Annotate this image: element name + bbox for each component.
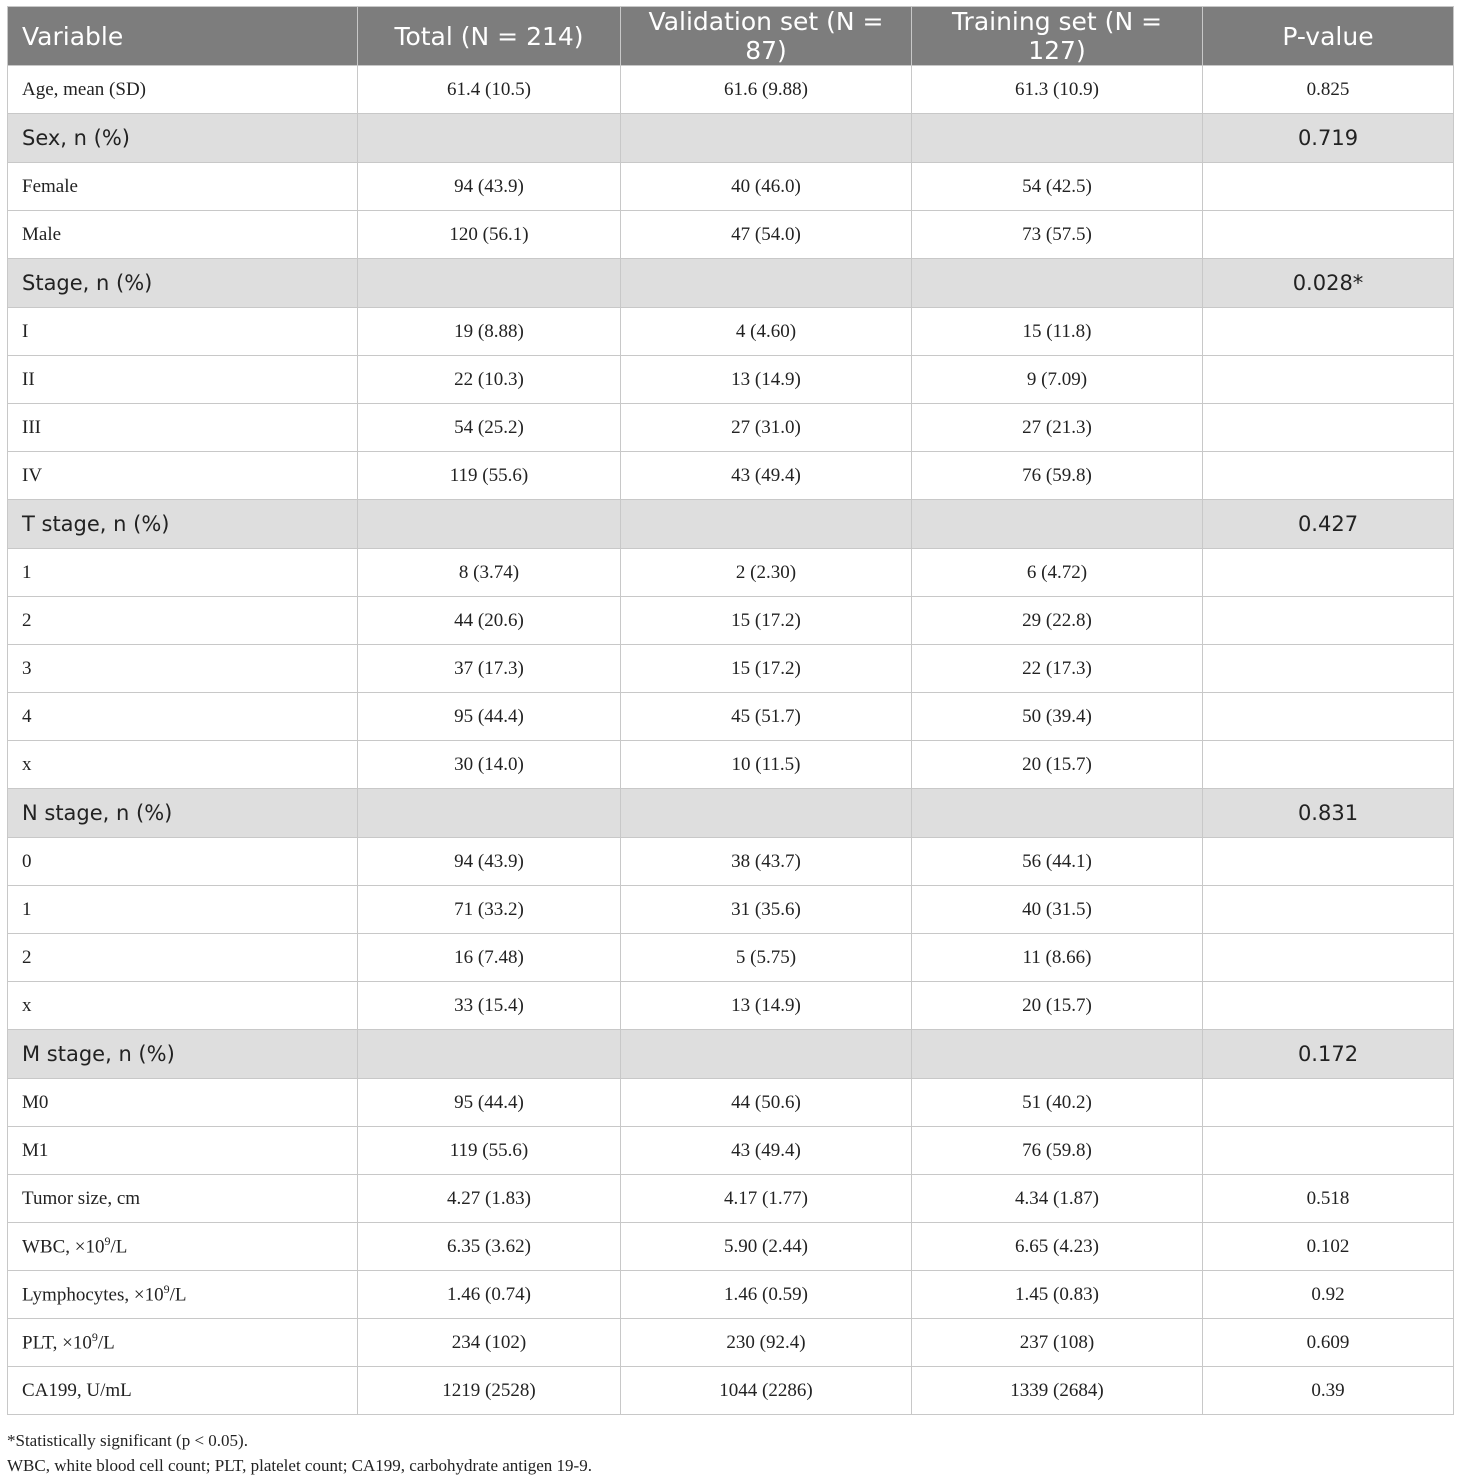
table-cell: 1219 (2528) [358, 1367, 621, 1415]
table-cell [358, 789, 621, 838]
table-cell: 43 (49.4) [621, 452, 912, 500]
table-cell: 13 (14.9) [621, 356, 912, 404]
table-cell: 30 (14.0) [358, 741, 621, 789]
table-cell: 15 (17.2) [621, 645, 912, 693]
header-training: Training set (N = 127) [912, 7, 1203, 66]
row-label: x [8, 982, 358, 1030]
header-variable: Variable [8, 7, 358, 66]
table-cell: 95 (44.4) [358, 693, 621, 741]
table-cell: 40 (46.0) [621, 163, 912, 211]
row-label: N stage, n (%) [8, 789, 358, 838]
table-cell [621, 500, 912, 549]
table-cell [358, 500, 621, 549]
row-label-superscript: 9 [91, 1330, 98, 1345]
table-cell: 6.65 (4.23) [912, 1223, 1203, 1271]
table-cell [1203, 163, 1454, 211]
row-label: Male [8, 211, 358, 259]
table-cell: 20 (15.7) [912, 741, 1203, 789]
row-label: Sex, n (%) [8, 114, 358, 163]
table-row [8, 982, 1454, 1030]
row-label-unit: /L [97, 1332, 115, 1354]
table-row [8, 549, 1454, 597]
table-cell: 10 (11.5) [621, 741, 912, 789]
table-cell [1203, 934, 1454, 982]
table-cell: 0.719 [1203, 114, 1454, 163]
row-label [8, 1319, 358, 1367]
table-cell: 15 (11.8) [912, 308, 1203, 356]
table-row [8, 1271, 1454, 1319]
section-row [8, 500, 1454, 549]
table-cell: 76 (59.8) [912, 452, 1203, 500]
row-label-unit: /L [110, 1236, 128, 1258]
table-cell: 1044 (2286) [621, 1367, 912, 1415]
table-footnotes [7, 1428, 592, 1478]
table-cell [1203, 452, 1454, 500]
footnote-abbreviations: WBC, white blood cell count; PLT, platelet count; CA199, carbohydrate antigen 19-9. [7, 1456, 592, 1475]
table-cell: 94 (43.9) [358, 163, 621, 211]
table-cell [358, 114, 621, 163]
section-row [8, 789, 1454, 838]
row-label: Stage, n (%) [8, 259, 358, 308]
section-row [8, 1030, 1454, 1079]
table-cell: 0.102 [1203, 1223, 1454, 1271]
table-cell [912, 114, 1203, 163]
table-cell [912, 500, 1203, 549]
table-row [8, 1319, 1454, 1367]
table-row [8, 934, 1454, 982]
table-cell: 1339 (2684) [912, 1367, 1203, 1415]
table-cell: 22 (10.3) [358, 356, 621, 404]
table-cell: 45 (51.7) [621, 693, 912, 741]
table-row [8, 211, 1454, 259]
table-cell: 4 (4.60) [621, 308, 912, 356]
table-cell: 27 (31.0) [621, 404, 912, 452]
table-cell: 9 (7.09) [912, 356, 1203, 404]
table-row [8, 886, 1454, 934]
table-cell: 29 (22.8) [912, 597, 1203, 645]
table-cell: 61.6 (9.88) [621, 66, 912, 114]
row-label: T stage, n (%) [8, 500, 358, 549]
table-cell: 0.609 [1203, 1319, 1454, 1367]
table-cell: 95 (44.4) [358, 1079, 621, 1127]
table-cell [1203, 741, 1454, 789]
table-cell [912, 1030, 1203, 1079]
row-label [8, 1223, 358, 1271]
table-cell [358, 1030, 621, 1079]
table-cell [1203, 308, 1454, 356]
table-cell [621, 114, 912, 163]
row-label-text: PLT, ×10 [22, 1332, 92, 1354]
table-cell: 119 (55.6) [358, 452, 621, 500]
row-label-superscript: 9 [104, 1234, 111, 1249]
table-cell: 16 (7.48) [358, 934, 621, 982]
table-cell: 19 (8.88) [358, 308, 621, 356]
table-row [8, 404, 1454, 452]
table-cell [1203, 693, 1454, 741]
row-label: 3 [8, 645, 358, 693]
table-cell: 4.17 (1.77) [621, 1175, 912, 1223]
table-cell: 20 (15.7) [912, 982, 1203, 1030]
table-cell: 33 (15.4) [358, 982, 621, 1030]
row-label: M stage, n (%) [8, 1030, 358, 1079]
table-row [8, 66, 1454, 114]
row-label-text: Lymphocytes, ×10 [22, 1284, 164, 1306]
table-row [8, 597, 1454, 645]
table-row [8, 163, 1454, 211]
table-cell [1203, 356, 1454, 404]
table-row [8, 1079, 1454, 1127]
table-row [8, 1223, 1454, 1271]
header-validation: Validation set (N = 87) [621, 7, 912, 66]
table-cell: 15 (17.2) [621, 597, 912, 645]
row-label: 2 [8, 597, 358, 645]
table-cell: 230 (92.4) [621, 1319, 912, 1367]
table-body [8, 66, 1454, 1415]
row-label: 2 [8, 934, 358, 982]
table-cell: 44 (50.6) [621, 1079, 912, 1127]
table-cell [1203, 1127, 1454, 1175]
row-label: 4 [8, 693, 358, 741]
table-cell: 4.34 (1.87) [912, 1175, 1203, 1223]
table-cell [1203, 404, 1454, 452]
table-cell [621, 1030, 912, 1079]
table-cell: 44 (20.6) [358, 597, 621, 645]
table-cell [1203, 838, 1454, 886]
table-row [8, 693, 1454, 741]
table-cell: 234 (102) [358, 1319, 621, 1367]
table-cell: 0.92 [1203, 1271, 1454, 1319]
row-label: M1 [8, 1127, 358, 1175]
table-cell: 5.90 (2.44) [621, 1223, 912, 1271]
table-cell [1203, 982, 1454, 1030]
table-cell: 61.3 (10.9) [912, 66, 1203, 114]
table-cell [912, 789, 1203, 838]
row-label: IV [8, 452, 358, 500]
table-cell: 51 (40.2) [912, 1079, 1203, 1127]
section-row [8, 114, 1454, 163]
row-label: x [8, 741, 358, 789]
table-cell: 119 (55.6) [358, 1127, 621, 1175]
row-label-text: WBC, ×10 [22, 1236, 105, 1258]
row-label-superscript: 9 [163, 1282, 170, 1297]
footnote-significance: *Statistically significant (p < 0.05). [7, 1431, 248, 1450]
table-cell [912, 259, 1203, 308]
table-cell: 1.45 (0.83) [912, 1271, 1203, 1319]
row-label: CA199, U/mL [8, 1367, 358, 1415]
table-cell: 40 (31.5) [912, 886, 1203, 934]
table-cell: 50 (39.4) [912, 693, 1203, 741]
header-total: Total (N = 214) [358, 7, 621, 66]
table-cell: 5 (5.75) [621, 934, 912, 982]
table-row [8, 356, 1454, 404]
table-cell: 0.825 [1203, 66, 1454, 114]
table-cell: 54 (25.2) [358, 404, 621, 452]
table-cell: 71 (33.2) [358, 886, 621, 934]
row-label: M0 [8, 1079, 358, 1127]
table-cell: 0.028* [1203, 259, 1454, 308]
table-cell: 38 (43.7) [621, 838, 912, 886]
row-label: 0 [8, 838, 358, 886]
table-cell: 11 (8.66) [912, 934, 1203, 982]
table-cell [621, 789, 912, 838]
table-cell [358, 259, 621, 308]
table-cell: 0.518 [1203, 1175, 1454, 1223]
table-row [8, 741, 1454, 789]
table-cell: 4.27 (1.83) [358, 1175, 621, 1223]
row-label: Female [8, 163, 358, 211]
header-p-value: P-value [1203, 7, 1454, 66]
table-cell: 1.46 (0.59) [621, 1271, 912, 1319]
table-cell: 61.4 (10.5) [358, 66, 621, 114]
row-label [8, 1271, 358, 1319]
table-row [8, 308, 1454, 356]
table-cell [1203, 645, 1454, 693]
table-cell: 1.46 (0.74) [358, 1271, 621, 1319]
table-cell: 13 (14.9) [621, 982, 912, 1030]
row-label: Tumor size, cm [8, 1175, 358, 1223]
table-cell: 6 (4.72) [912, 549, 1203, 597]
section-row [8, 259, 1454, 308]
table-cell: 120 (56.1) [358, 211, 621, 259]
table-cell: 0.39 [1203, 1367, 1454, 1415]
row-label: III [8, 404, 358, 452]
table-row [8, 1367, 1454, 1415]
table-cell [1203, 549, 1454, 597]
row-label: 1 [8, 886, 358, 934]
table-container [7, 6, 1453, 1415]
table-cell: 22 (17.3) [912, 645, 1203, 693]
table-cell: 27 (21.3) [912, 404, 1203, 452]
table-row [8, 1127, 1454, 1175]
row-label: I [8, 308, 358, 356]
table-cell [1203, 1079, 1454, 1127]
header-row [8, 7, 1454, 66]
table-cell: 43 (49.4) [621, 1127, 912, 1175]
table-cell: 56 (44.1) [912, 838, 1203, 886]
table-cell: 54 (42.5) [912, 163, 1203, 211]
row-label: 1 [8, 549, 358, 597]
table-cell [621, 259, 912, 308]
table-cell [1203, 211, 1454, 259]
row-label: II [8, 356, 358, 404]
table-cell [1203, 597, 1454, 645]
table-cell: 47 (54.0) [621, 211, 912, 259]
table-row [8, 645, 1454, 693]
table-cell: 31 (35.6) [621, 886, 912, 934]
table-cell: 237 (108) [912, 1319, 1203, 1367]
table-cell: 76 (59.8) [912, 1127, 1203, 1175]
table-row [8, 838, 1454, 886]
table-row [8, 452, 1454, 500]
table-cell: 37 (17.3) [358, 645, 621, 693]
table-cell: 73 (57.5) [912, 211, 1203, 259]
table-cell: 0.172 [1203, 1030, 1454, 1079]
table-cell: 94 (43.9) [358, 838, 621, 886]
table-cell: 0.831 [1203, 789, 1454, 838]
table-cell: 0.427 [1203, 500, 1454, 549]
row-label-unit: /L [169, 1284, 187, 1306]
characteristics-table [7, 6, 1454, 1415]
table-cell: 6.35 (3.62) [358, 1223, 621, 1271]
table-cell: 8 (3.74) [358, 549, 621, 597]
table-cell [1203, 886, 1454, 934]
table-cell: 2 (2.30) [621, 549, 912, 597]
table-row [8, 1175, 1454, 1223]
row-label: Age, mean (SD) [8, 66, 358, 114]
